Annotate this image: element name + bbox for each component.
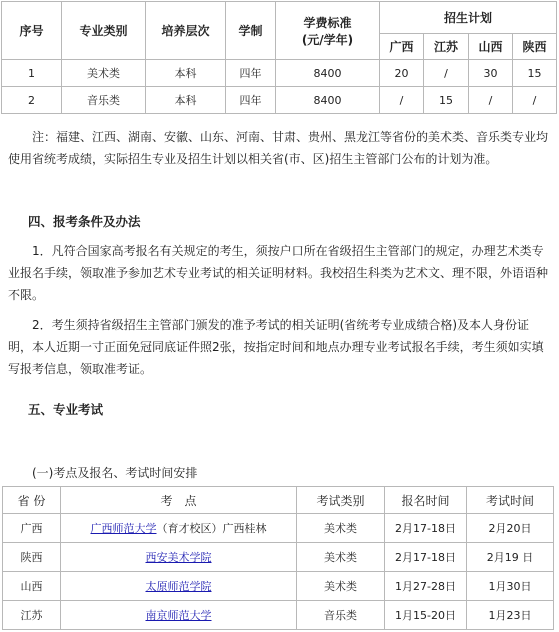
- cell-category: 美术类: [62, 60, 146, 87]
- cell-fee: 8400: [276, 60, 380, 87]
- cell-province: 山西: [3, 572, 61, 601]
- cell-exam-type: 美术类: [297, 514, 385, 543]
- cell-registration-time: 2月17-18日: [385, 543, 467, 572]
- cell-site: [61, 601, 297, 630]
- section4-paragraph-2: 2．考生须持省级招生主管部门颁发的准予考试的相关证明(省统考专业成绩合格)及本人身份证明，本人近期一寸正面免冠同底证件照2张，按指定时间和地点办理专业考试报名手续，考生须如实填写报考信息，领取准考证。: [8, 318, 544, 376]
- cell-plan: /: [469, 87, 513, 114]
- header-province-shaanxi: 陕西: [513, 34, 557, 60]
- cell-province: 江苏: [3, 601, 61, 630]
- header-registration-time: 报名时间: [385, 487, 467, 514]
- cell-exam-type: 美术类: [297, 543, 385, 572]
- header-seq: 序号: [2, 2, 62, 60]
- header-province-guangxi: 广西: [380, 34, 424, 60]
- cell-plan: 15: [424, 87, 469, 114]
- table-row: [3, 572, 554, 601]
- cell-duration: 四年: [226, 60, 276, 87]
- cell-site: [61, 543, 297, 572]
- enrollment-plan-table: [1, 1, 557, 114]
- cell-level: 本科: [146, 87, 226, 114]
- cell-exam-type: 音乐类: [297, 601, 385, 630]
- cell-plan: 20: [380, 60, 424, 87]
- header-level: 培养层次: [146, 2, 226, 60]
- cell-registration-time: 1月27-28日: [385, 572, 467, 601]
- table-row: [2, 87, 557, 114]
- cell-fee: 8400: [276, 87, 380, 114]
- header-site: 考 点: [61, 487, 297, 514]
- cell-seq: 1: [2, 60, 62, 87]
- cell-province: 陕西: [3, 543, 61, 572]
- header-exam-type: 考试类别: [297, 487, 385, 514]
- header-plan: 招生计划: [380, 2, 557, 34]
- site-link[interactable]: 南京师范大学: [145, 609, 212, 622]
- header-fee-unit: (元/学年): [301, 32, 354, 47]
- header-province: 省 份: [3, 487, 61, 514]
- note-paragraph: 注：福建、江西、湖南、安徽、山东、河南、甘肃、贵州、黑龙江等省份的美术类、音乐类专业均使用省统考成绩，实际招生专业及招生计划以相关省(市、区)招生主管部门公布的计划为准。: [8, 130, 549, 166]
- cell-duration: 四年: [226, 87, 276, 114]
- table-row: [3, 514, 554, 543]
- cell-category: 音乐类: [62, 87, 146, 114]
- header-fee-label: 学费标准: [303, 15, 352, 30]
- cell-plan: /: [424, 60, 469, 87]
- cell-site: [61, 572, 297, 601]
- header-province-shanxi: 山西: [469, 34, 513, 60]
- cell-plan: /: [380, 87, 424, 114]
- cell-level: 本科: [146, 60, 226, 87]
- cell-registration-time: 1月15-20日: [385, 601, 467, 630]
- section4-title: 四、报考条件及办法: [28, 214, 141, 229]
- cell-plan: 15: [513, 60, 557, 87]
- cell-seq: 2: [2, 87, 62, 114]
- table-header-row: [3, 487, 554, 514]
- exam-schedule-caption: (一)考点及报名、考试时间安排: [32, 466, 198, 480]
- header-category: 专业类别: [62, 2, 146, 60]
- table-row: [3, 601, 554, 630]
- cell-exam-time: 2月19 日: [467, 543, 554, 572]
- header-province-jiangsu: 江苏: [424, 34, 469, 60]
- header-exam-time: 考试时间: [467, 487, 554, 514]
- cell-exam-type: 美术类: [297, 572, 385, 601]
- cell-exam-time: 1月23日: [467, 601, 554, 630]
- cell-site: [61, 514, 297, 543]
- cell-province: 广西: [3, 514, 61, 543]
- section4-paragraph-1: 1．凡符合国家高考报名有关规定的考生，须按户口所在省级招生主管部门的规定，办理艺术类专业报名手续，领取准予参加艺术专业考试的相关证明材料。我校招生科类为艺术文、理不限，外语语种不限。: [8, 244, 549, 302]
- section5-title: 五、专业考试: [28, 402, 104, 417]
- header-duration: 学制: [226, 2, 276, 60]
- site-link[interactable]: 广西师范大学: [90, 522, 157, 535]
- cell-exam-time: 2月20日: [467, 514, 554, 543]
- site-link[interactable]: 西安美术学院: [145, 551, 212, 564]
- cell-registration-time: 2月17-18日: [385, 514, 467, 543]
- table-row: [2, 60, 557, 87]
- site-link[interactable]: 太原师范学院: [145, 580, 212, 593]
- cell-plan: 30: [469, 60, 513, 87]
- cell-plan: /: [513, 87, 557, 114]
- table-row: [3, 543, 554, 572]
- exam-schedule-table: [2, 486, 554, 630]
- site-detail: （育才校区）广西桂林: [156, 522, 267, 535]
- header-fee: [276, 2, 380, 60]
- cell-exam-time: 1月30日: [467, 572, 554, 601]
